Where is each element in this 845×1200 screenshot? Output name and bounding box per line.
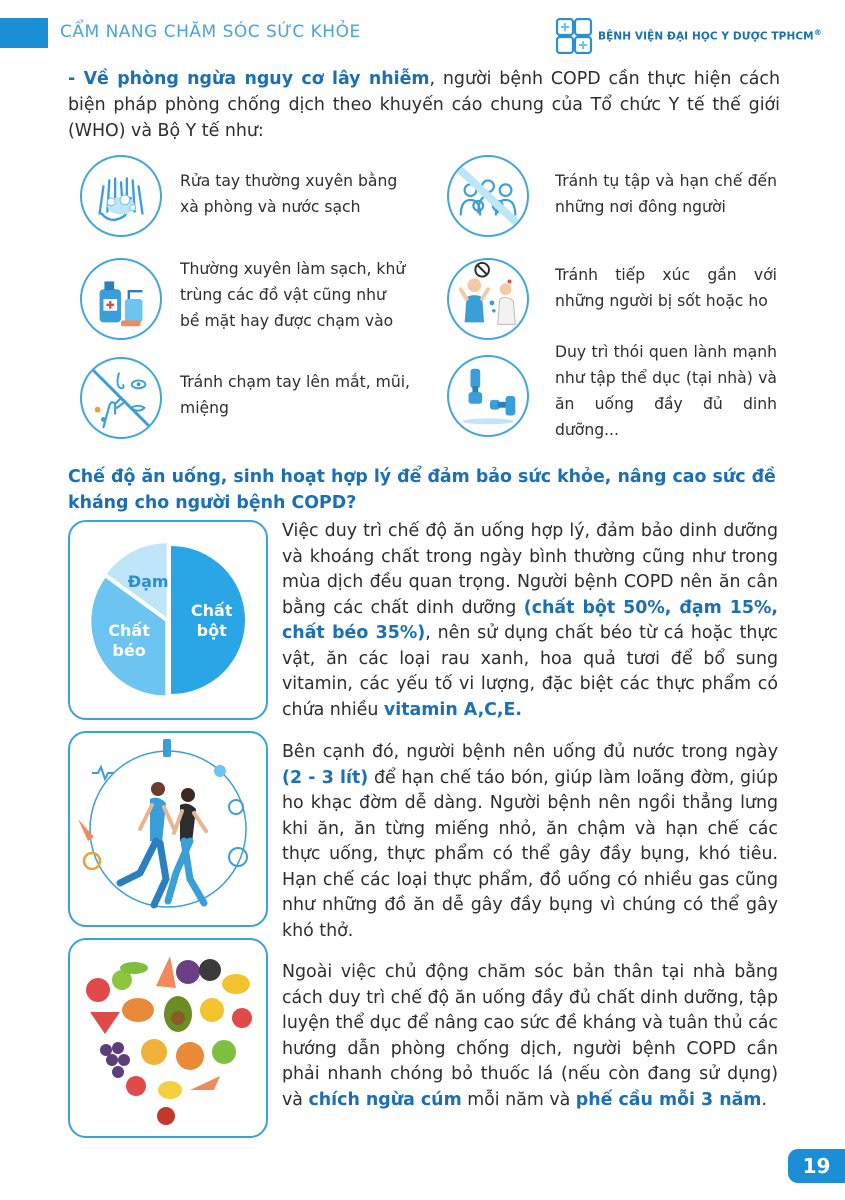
disinfect-icon [80,258,162,340]
header-title: CẨM NANG CHĂM SÓC SỨC KHỎE [60,22,361,42]
fruits-heart-illustration-panel [68,938,268,1138]
nutrition-pie-panel [68,520,268,720]
fruits-heart-illustration [70,940,266,1136]
dumbbell-icon [447,355,529,437]
hospital-logo-icon [556,18,594,54]
header-accent-bar [0,18,48,48]
handwashing-icon [80,155,162,237]
nutrition-pie-chart [70,522,266,718]
intro-paragraph: - Về phòng ngừa nguy cơ lây nhiễm, người bệnh COPD cần thực hiện cách biện pháp phòng chống dịch theo khuyến cáo chung của Tổ chức Y tế thế giới (WHO) và Bộ Y tế như: [68,69,780,141]
avoid-sick-contact-icon [447,258,529,340]
hospital-name: BỆNH VIỆN ĐẠI HỌC Y DƯỢC TPHCM® [598,28,822,43]
quit-smoking-vaccination-paragraph: Ngoài việc chủ động chăm sóc bản thân tại nhà bằng cách duy trì chế độ ăn uống đầy đủ chất dinh dưỡng, tập luyện thể dục để nâng cao sức đề kháng và tuân thủ các hướng dẫn phòng chống dịch, người bệnh COPD cần phải nhanh chóng bỏ thuốc lá (nếu còn đang sử dụng) và chích ngừa cúm mỗi năm và phế cầu mỗi 3 năm. [282,962,778,1110]
exercise-illustration-panel [68,731,268,927]
tip-healthy-habits: Duy trì thói quen lành mạnh như tập thể dục (tại nhà) và ăn uống đầy đủ dinh dưỡng... [555,343,777,439]
tip-handwashing: Rửa tay thường xuyên bằng xà phòng và nước sạch [180,172,398,216]
running-couple-illustration [70,733,266,925]
no-face-touch-icon [80,357,162,439]
tip-no-face-touch: Tránh chạm tay lên mắt, mũi, miệng [180,373,410,417]
page-number: 19 [788,1149,845,1183]
tip-disinfect: Thường xuyên làm sạch, khử trùng các đồ vật cũng như bề mặt hay được chạm vào [180,260,406,330]
tip-avoid-sick-contact: Tránh tiếp xúc gần với những người bị sốt hoặc ho [555,266,777,310]
pie-slice-1 [171,546,245,694]
hydration-paragraph: Bên cạnh đó, người bệnh nên uống đủ nước trong ngày (2 - 3 lít) để hạn chế táo bón, giúp làm loãng đờm, giúp ho khạc đờm dễ dàng. Người bệnh nên ngồi thẳng lưng khi ăn, ăn từng miếng nhỏ, ăn chậm và hạn chế các thực uống, thực phẩm có thể gây đầy bụng, khó tiêu. Hạn chế các loại thực phẩm, đồ uống có nhiều gas cũng như những đồ ăn dễ gây đầy bụng vì chúng có thể gây khó thở. [282,742,778,941]
nutrition-paragraph: Việc duy trì chế độ ăn uống hợp lý, đảm bảo dinh dưỡng và khoáng chất trong ngày bình thường cũng như trong mùa dịch đều quan trọng. Người bệnh COPD nên ăn cân bằng các chất dinh dưỡng (chất bột 50%, đạm 15%, chất béo 35%), nên sử dụng chất béo từ cá hoặc thực vật, ăn các loại rau xanh, hoa quả tươi để bổ sung vitamin, các yếu tố vi lượng, đặc biệt các thực phẩm có chứa nhiều vitamin A,C,E. [282,521,778,720]
intro-bold-lead: - Về phòng ngừa nguy cơ lây nhiễm [68,69,430,89]
tip-no-crowd: Tránh tụ tập và hạn chế đến những nơi đông người [555,172,777,216]
pie-label-3: Đạm [127,572,169,592]
no-crowd-icon [447,155,529,237]
pie-label-2: Chất béo [108,620,150,660]
pie-label-1: Chất bột [190,601,233,640]
section-title: Chế độ ăn uống, sinh hoạt hợp lý để đảm bảo sức khỏe, nâng cao sức đề kháng cho người bệnh COPD? [68,467,776,513]
